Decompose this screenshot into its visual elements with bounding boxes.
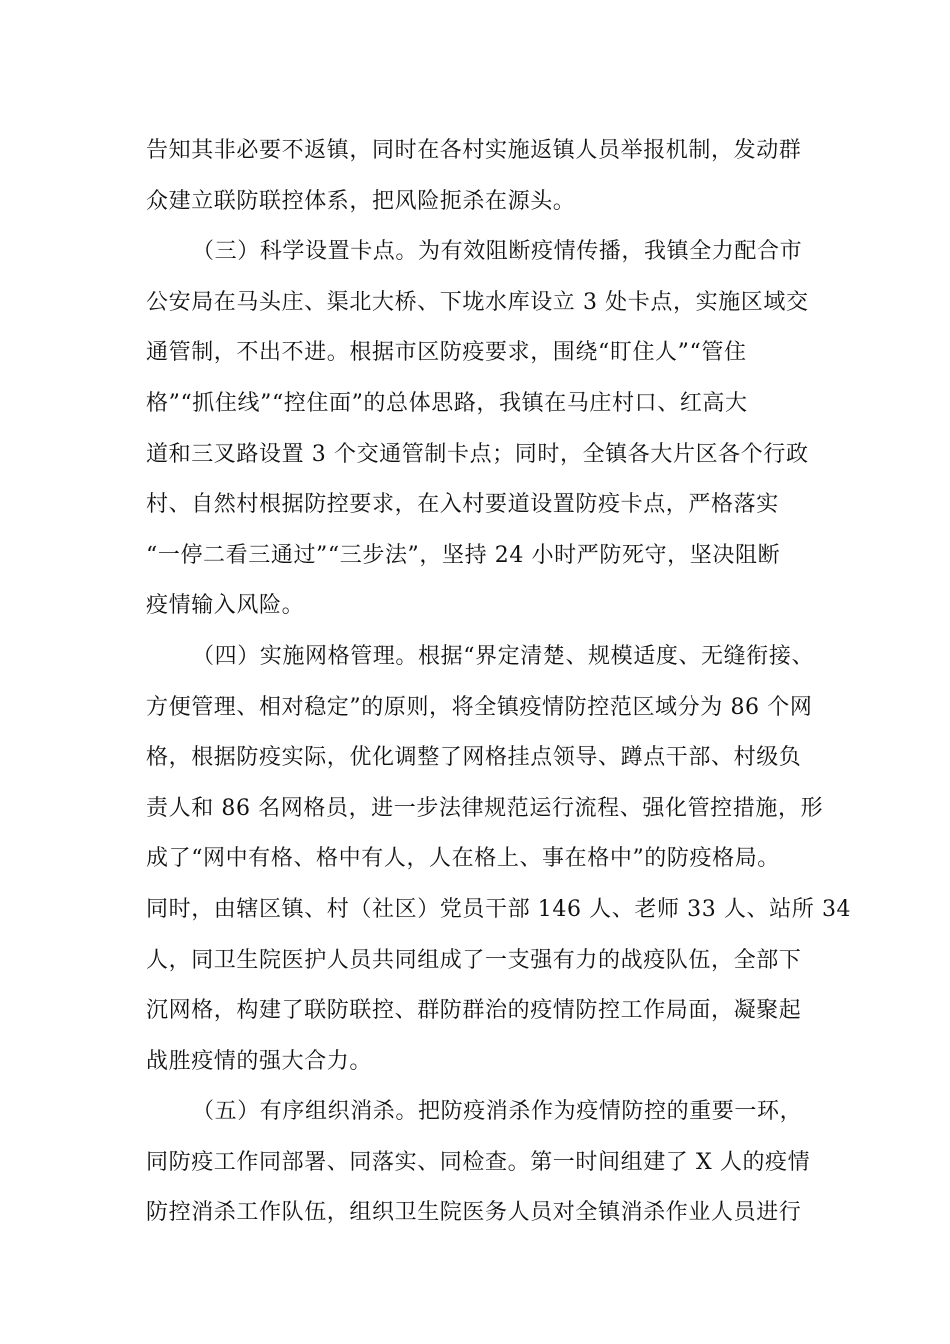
text-line: 责人和 86 名网格员，进一步法律规范运行流程、强化管控措施，形 xyxy=(146,795,824,821)
text-line: 疫情输入风险。 xyxy=(146,593,305,619)
text-line: 方便管理、相对稳定”的原则，将全镇疫情防控范区域分为 86 个网 xyxy=(146,694,813,720)
text-line: 告知其非必要不返镇，同时在各村实施返镇人员举报机制，发动群 xyxy=(146,138,802,163)
text-line: 村、自然村根据防控要求，在入村要道设置防疫卡点，严格落实 xyxy=(146,492,779,518)
text-line: 通管制，不出不进。根据市区防疫要求，围绕“盯住人”“管住 xyxy=(146,340,747,366)
text-line: （四）实施网格管理。根据“界定清楚、规模适度、无缝衔接、 xyxy=(192,643,815,669)
text-line: 同时，由辖区镇、村（社区）党员干部 146 人、老师 33 人、站所 34 xyxy=(146,896,852,922)
text-line: 公安局在马头庄、渠北大桥、下垅水库设立 3 处卡点，实施区域交 xyxy=(146,289,809,315)
text-line: 众建立联防联控体系，把风险扼杀在源头。 xyxy=(146,188,576,214)
text-line: 成了“网中有格、格中有人，人在格上、事在格中”的防疫格局。 xyxy=(146,846,780,872)
body-text xyxy=(146,126,852,1239)
text-line: 沉网格，构建了联防联控、群防群治的疫情防控工作局面，凝聚起 xyxy=(146,998,802,1024)
text-line: 格”“抓住线”“控住面”的总体思路，我镇在马庄村口、红高大 xyxy=(146,390,748,416)
text-line: 战胜疫情的强大合力。 xyxy=(146,1048,373,1074)
text-line: （三）科学设置卡点。为有效阻断疫情传播，我镇全力配合市 xyxy=(192,239,803,265)
text-line: 人，同卫生院医护人员共同组成了一支强有力的战疫队伍，全部下 xyxy=(146,947,802,973)
text-line: （五）有序组织消杀。把防疫消杀作为疫情防控的重要一环， xyxy=(192,1099,803,1125)
text-line: 道和三叉路设置 3 个交通管制卡点；同时，全镇各大片区各个行政 xyxy=(146,441,809,467)
text-line: 格，根据防疫实际，优化调整了网格挂点领导、蹲点干部、村级负 xyxy=(146,745,802,771)
text-line: “一停二看三通过”“三步法”，坚持 24 小时严防死守，坚决阻断 xyxy=(146,542,781,568)
text-line: 防控消杀工作队伍，组织卫生院医务人员对全镇消杀作业人员进行 xyxy=(146,1200,802,1226)
text-line: 同防疫工作同部署、同落实、同检查。第一时间组建了 X 人的疫情 xyxy=(146,1149,811,1175)
